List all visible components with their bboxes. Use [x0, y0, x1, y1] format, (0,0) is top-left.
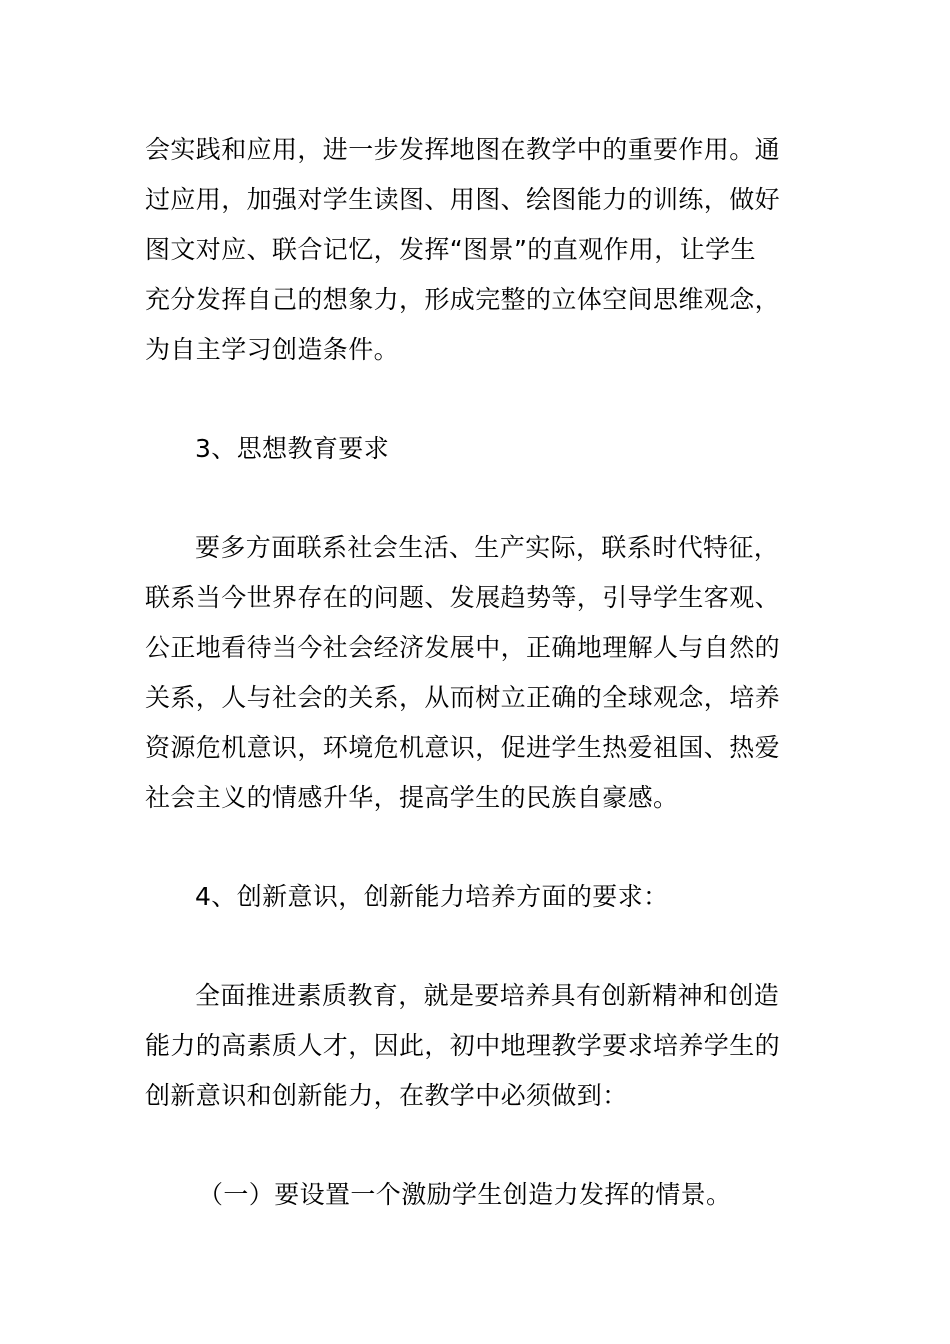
paragraph-3-line-2: 能力的高素质人才，因此，初中地理教学要求培养学生的: [145, 1031, 781, 1060]
paragraph-2-line-3: 公正地看待当今社会经济发展中，正确地理解人与自然的: [145, 633, 781, 662]
paragraph-3-line-1: 全面推进素质教育，就是要培养具有创新精神和创造: [195, 981, 780, 1010]
paragraph-2-line-4: 关系，人与社会的关系，从而树立正确的全球观念，培养: [145, 683, 781, 712]
paragraph-1-line-3: 图文对应、联合记忆，发挥“图景”的直观作用，让学生: [145, 235, 756, 264]
list-item-1: （一）要设置一个激励学生创造力发挥的情景。: [198, 1180, 732, 1209]
paragraph-2-line-1: 要多方面联系社会生活、生产实际，联系时代特征，: [195, 533, 780, 562]
section-heading-4: 4、创新意识，创新能力培养方面的要求：: [195, 882, 669, 911]
paragraph-2-line-5: 资源危机意识，环境危机意识，促进学生热爱祖国、热爱: [145, 733, 781, 762]
paragraph-2-line-6: 社会主义的情感升华，提高学生的民族自豪感。: [145, 783, 679, 812]
paragraph-3-line-3: 创新意识和创新能力，在教学中必须做到：: [145, 1081, 628, 1110]
paragraph-1-line-5: 为自主学习创造条件。: [145, 335, 400, 364]
paragraph-1-line-2: 过应用，加强对学生读图、用图、绘图能力的训练，做好: [145, 185, 781, 214]
paragraph-1-line-4: 充分发挥自己的想象力，形成完整的立体空间思维观念，: [145, 285, 781, 314]
paragraph-1-line-1: 会实践和应用，进一步发挥地图在教学中的重要作用。通: [145, 135, 781, 164]
paragraph-2-line-2: 联系当今世界存在的问题、发展趋势等，引导学生客观、: [145, 583, 781, 612]
section-heading-3: 3、思想教育要求: [195, 434, 390, 463]
